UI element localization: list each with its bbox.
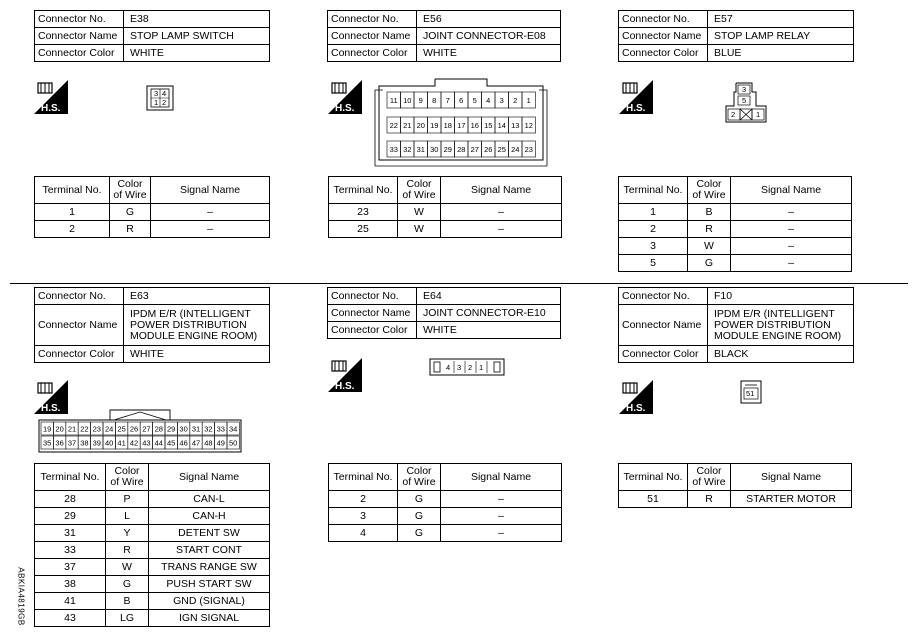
connector-color-label: Connector Color xyxy=(328,322,417,339)
connector-no-label: Connector No. xyxy=(328,288,417,305)
table-row xyxy=(329,508,562,525)
pin-47: 47 xyxy=(191,438,201,448)
table-row xyxy=(35,542,270,559)
pin-21: 21 xyxy=(67,424,77,434)
pin-30: 30 xyxy=(179,424,188,434)
connector-info-e57 xyxy=(618,10,854,62)
table-row xyxy=(35,576,270,593)
hs-icon xyxy=(619,380,653,414)
terminal-no: 28 xyxy=(35,491,106,508)
pin-28: 28 xyxy=(154,424,163,434)
connector-color-value: WHITE xyxy=(124,346,270,363)
terminal-no-header: Terminal No. xyxy=(619,464,688,491)
pin-1: 1 xyxy=(479,363,484,372)
pin-8: 8 xyxy=(432,96,437,105)
connector-name-label: Connector Name xyxy=(619,28,708,45)
terminal-no: 4 xyxy=(329,525,398,542)
wire-color: G xyxy=(106,576,149,593)
connector-name-value: STOP LAMP SWITCH xyxy=(124,28,270,45)
pin-41: 41 xyxy=(117,438,126,448)
pin-24: 24 xyxy=(105,424,114,434)
terminal-no: 3 xyxy=(619,238,688,255)
pin-14: 14 xyxy=(497,121,506,130)
connector-color-value: WHITE xyxy=(417,45,561,62)
table-row xyxy=(35,525,270,542)
pin-26: 26 xyxy=(129,424,139,434)
connector-name-value: JOINT CONNECTOR-E08 xyxy=(417,28,561,45)
signal-name: – xyxy=(731,204,852,221)
connector-color-value: BLACK xyxy=(708,346,854,363)
terminal-no: 38 xyxy=(35,576,106,593)
color-of-wire-header: Color of Wire xyxy=(106,464,149,491)
pin-35: 35 xyxy=(43,438,52,448)
wire-color: W xyxy=(688,238,731,255)
connector-info-e56 xyxy=(327,10,561,62)
pin-2: 2 xyxy=(731,110,736,119)
pin-48: 48 xyxy=(204,438,213,448)
terminal-table-f10 xyxy=(618,463,852,508)
table-row xyxy=(619,221,852,238)
hs-label: H.S. xyxy=(335,381,355,392)
terminal-no: 43 xyxy=(35,610,106,627)
pin-25: 25 xyxy=(497,145,506,154)
signal-name-header: Signal Name xyxy=(731,464,852,491)
pin-40: 40 xyxy=(105,438,114,448)
color-of-wire-header: Color of Wire xyxy=(110,177,151,204)
wire-color: P xyxy=(106,491,149,508)
pin-6: 6 xyxy=(459,96,464,105)
hs-label: H.S. xyxy=(626,103,646,114)
connector-name-label: Connector Name xyxy=(328,305,417,322)
terminal-no: 5 xyxy=(619,255,688,272)
pin-5: 5 xyxy=(472,96,477,105)
pin-2: 2 xyxy=(162,98,167,107)
connector-color-value: WHITE xyxy=(417,322,561,339)
hs-icon xyxy=(328,358,362,392)
table-row xyxy=(35,610,270,627)
table-row xyxy=(35,559,270,576)
connector-face-f10 xyxy=(740,380,762,404)
wire-color: G xyxy=(398,491,441,508)
connector-no-label: Connector No. xyxy=(35,11,124,28)
pin-38: 38 xyxy=(80,438,89,448)
name-line: IPDM E/R (INTELLIGENT xyxy=(130,307,251,320)
connector-no-value: E63 xyxy=(124,288,270,305)
pin-51: 51 xyxy=(746,389,755,398)
signal-name-header: Signal Name xyxy=(149,464,270,491)
connector-name-value: JOINT CONNECTOR-E10 xyxy=(417,305,561,322)
terminal-no-header: Terminal No. xyxy=(35,177,110,204)
table-row xyxy=(329,491,562,508)
table-row xyxy=(35,221,270,238)
table-row xyxy=(619,255,852,272)
signal-name: STARTER MOTOR xyxy=(731,491,852,508)
terminal-table-e63 xyxy=(34,463,270,627)
connector-info-f10 xyxy=(618,287,854,363)
table-row xyxy=(619,204,852,221)
connector-no-label: Connector No. xyxy=(35,288,124,305)
pin-49: 49 xyxy=(216,438,225,448)
pin-4: 4 xyxy=(486,96,491,105)
pin-25: 25 xyxy=(117,424,126,434)
connector-face-e63 xyxy=(38,408,244,454)
pin-1: 1 xyxy=(154,98,159,107)
table-row xyxy=(35,491,270,508)
terminal-no: 2 xyxy=(35,221,110,238)
signal-name: DETENT SW xyxy=(149,525,270,542)
connector-color-label: Connector Color xyxy=(328,45,417,62)
signal-name: – xyxy=(731,238,852,255)
pin-27: 27 xyxy=(142,424,151,434)
wire-color: Y xyxy=(106,525,149,542)
wire-color: W xyxy=(106,559,149,576)
pin-27: 27 xyxy=(470,145,479,154)
connector-name-label: Connector Name xyxy=(328,28,417,45)
terminal-no-header: Terminal No. xyxy=(619,177,688,204)
terminal-table-e57 xyxy=(618,176,852,272)
pin-26: 26 xyxy=(484,145,493,154)
terminal-no: 37 xyxy=(35,559,106,576)
pin-37: 37 xyxy=(67,438,77,448)
terminal-no: 31 xyxy=(35,525,106,542)
connector-name-label: Connector Name xyxy=(35,305,124,346)
pin-33: 33 xyxy=(389,145,398,154)
wire-color: L xyxy=(106,508,149,525)
signal-name: – xyxy=(151,221,270,238)
connector-name-value xyxy=(124,305,270,346)
color-of-wire-header: Color of Wire xyxy=(398,177,441,204)
wire-color: R xyxy=(110,221,151,238)
table-row xyxy=(329,221,562,238)
table-row xyxy=(35,204,270,221)
pin-2: 2 xyxy=(513,96,518,105)
wire-color: B xyxy=(106,593,149,610)
terminal-no: 1 xyxy=(35,204,110,221)
hs-label: H.S. xyxy=(626,403,646,414)
terminal-no: 3 xyxy=(329,508,398,525)
signal-name: – xyxy=(441,221,562,238)
pin-21: 21 xyxy=(403,121,412,130)
pin-24: 24 xyxy=(511,145,520,154)
terminal-no: 23 xyxy=(329,204,398,221)
wire-color: W xyxy=(398,204,441,221)
terminal-no-header: Terminal No. xyxy=(329,464,398,491)
pin-10: 10 xyxy=(403,96,412,105)
terminal-no: 41 xyxy=(35,593,106,610)
pin-31: 31 xyxy=(416,145,425,154)
wire-color: G xyxy=(398,508,441,525)
color-of-wire-header: Color of Wire xyxy=(398,464,441,491)
pin-16: 16 xyxy=(470,121,479,130)
terminal-no: 1 xyxy=(619,204,688,221)
hs-label: H.S. xyxy=(41,103,61,114)
connector-name-label: Connector Name xyxy=(35,28,124,45)
pin-39: 39 xyxy=(92,438,101,448)
name-line: MODULE ENGINE ROOM) xyxy=(714,329,842,342)
color-of-wire-header: Color of Wire xyxy=(688,177,731,204)
connector-name-value: STOP LAMP RELAY xyxy=(708,28,854,45)
signal-name-header: Signal Name xyxy=(441,177,562,204)
connector-color-value: BLUE xyxy=(708,45,854,62)
terminal-table-e64 xyxy=(328,463,562,542)
pin-3: 3 xyxy=(154,89,159,98)
pin-22: 22 xyxy=(80,424,89,434)
pin-32: 32 xyxy=(204,424,213,434)
signal-name: – xyxy=(731,255,852,272)
wire-color: R xyxy=(688,491,731,508)
signal-name: CAN-H xyxy=(149,508,270,525)
pin-50: 50 xyxy=(229,438,238,448)
pin-42: 42 xyxy=(129,438,139,448)
wire-color: R xyxy=(106,542,149,559)
name-line: POWER DISTRIBUTION xyxy=(714,318,831,331)
connector-face-e57 xyxy=(722,82,770,126)
pin-22: 22 xyxy=(389,121,398,130)
connector-no-value: E64 xyxy=(417,288,561,305)
pin-5: 5 xyxy=(742,96,747,105)
table-row xyxy=(619,491,852,508)
wire-color: G xyxy=(398,525,441,542)
pin-20: 20 xyxy=(416,121,425,130)
terminal-no: 51 xyxy=(619,491,688,508)
pin-13: 13 xyxy=(511,121,520,130)
pin-4: 4 xyxy=(446,363,451,372)
signal-name: PUSH START SW xyxy=(149,576,270,593)
figure-code: ABKIA4819GB xyxy=(16,567,26,626)
table-row xyxy=(329,204,562,221)
pin-28: 28 xyxy=(457,145,466,154)
connector-no-value: F10 xyxy=(708,288,854,305)
connector-name-value xyxy=(708,305,854,346)
connector-color-label: Connector Color xyxy=(35,45,124,62)
pin-29: 29 xyxy=(443,145,452,154)
connector-face-e56 xyxy=(373,78,549,168)
connector-no-label: Connector No. xyxy=(619,11,708,28)
wire-color: LG xyxy=(106,610,149,627)
signal-name: – xyxy=(441,204,562,221)
pin-33: 33 xyxy=(216,424,225,434)
pin-3: 3 xyxy=(499,96,504,105)
pin-45: 45 xyxy=(167,438,176,448)
connector-no-value: E57 xyxy=(708,11,854,28)
signal-name: IGN SIGNAL xyxy=(149,610,270,627)
connector-name-label: Connector Name xyxy=(619,305,708,346)
pin-36: 36 xyxy=(55,438,64,448)
signal-name: – xyxy=(441,491,562,508)
name-line: POWER DISTRIBUTION xyxy=(130,318,247,331)
connector-info-e63 xyxy=(34,287,270,363)
connector-no-label: Connector No. xyxy=(328,11,417,28)
pin-19: 19 xyxy=(43,424,52,434)
pin-17: 17 xyxy=(457,121,466,130)
signal-name: – xyxy=(441,525,562,542)
pin-9: 9 xyxy=(418,96,423,105)
table-row xyxy=(329,525,562,542)
signal-name: GND (SIGNAL) xyxy=(149,593,270,610)
connector-info-e38 xyxy=(34,10,270,62)
terminal-no-header: Terminal No. xyxy=(35,464,106,491)
pin-3: 3 xyxy=(457,363,462,372)
pin-11: 11 xyxy=(389,96,398,105)
connector-color-label: Connector Color xyxy=(35,346,124,363)
wire-color: B xyxy=(688,204,731,221)
pin-1: 1 xyxy=(756,110,761,119)
signal-name-header: Signal Name xyxy=(441,464,562,491)
table-row xyxy=(35,593,270,610)
pin-1: 1 xyxy=(526,96,531,105)
signal-name: – xyxy=(151,204,270,221)
pin-46: 46 xyxy=(179,438,188,448)
wire-color: G xyxy=(688,255,731,272)
pin-18: 18 xyxy=(443,121,452,130)
terminal-table-e38 xyxy=(34,176,270,238)
signal-name: START CONT xyxy=(149,542,270,559)
pin-29: 29 xyxy=(167,424,176,434)
terminal-no: 25 xyxy=(329,221,398,238)
signal-name-header: Signal Name xyxy=(731,177,852,204)
connector-color-label: Connector Color xyxy=(619,45,708,62)
pin-44: 44 xyxy=(154,438,163,448)
pin-30: 30 xyxy=(430,145,439,154)
terminal-no: 29 xyxy=(35,508,106,525)
wire-color: G xyxy=(110,204,151,221)
signal-name: – xyxy=(441,508,562,525)
connector-face-e38 xyxy=(146,85,176,111)
hs-label: H.S. xyxy=(335,103,355,114)
pin-4: 4 xyxy=(162,89,167,98)
connector-info-e64 xyxy=(327,287,561,339)
pin-12: 12 xyxy=(524,121,533,130)
pin-32: 32 xyxy=(403,145,412,154)
hs-icon xyxy=(34,80,68,114)
terminal-no: 2 xyxy=(619,221,688,238)
connector-color-value: WHITE xyxy=(124,45,270,62)
pin-19: 19 xyxy=(430,121,439,130)
pin-7: 7 xyxy=(445,96,450,105)
hs-icon xyxy=(328,80,362,114)
connector-no-label: Connector No. xyxy=(619,288,708,305)
section-divider xyxy=(10,283,908,284)
connector-color-label: Connector Color xyxy=(619,346,708,363)
name-line: IPDM E/R (INTELLIGENT xyxy=(714,307,835,320)
name-line: MODULE ENGINE ROOM) xyxy=(130,329,258,342)
pin-20: 20 xyxy=(55,424,64,434)
hs-label: H.S. xyxy=(41,403,61,414)
wire-color: W xyxy=(398,221,441,238)
pin-23: 23 xyxy=(92,424,101,434)
pin-23: 23 xyxy=(524,145,533,154)
connector-no-value: E38 xyxy=(124,11,270,28)
terminal-no-header: Terminal No. xyxy=(329,177,398,204)
connector-no-value: E56 xyxy=(417,11,561,28)
pin-2: 2 xyxy=(468,363,473,372)
terminal-no: 33 xyxy=(35,542,106,559)
terminal-no: 2 xyxy=(329,491,398,508)
signal-name: – xyxy=(731,221,852,238)
color-of-wire-header: Color of Wire xyxy=(688,464,731,491)
wire-color: R xyxy=(688,221,731,238)
pin-34: 34 xyxy=(229,424,238,434)
signal-name: CAN-L xyxy=(149,491,270,508)
table-row xyxy=(35,508,270,525)
pin-15: 15 xyxy=(484,121,493,130)
pin-31: 31 xyxy=(191,424,201,434)
pin-43: 43 xyxy=(142,438,151,448)
connector-face-e64 xyxy=(429,358,505,376)
signal-name-header: Signal Name xyxy=(151,177,270,204)
pin-3: 3 xyxy=(742,85,747,94)
hs-icon xyxy=(619,80,653,114)
table-row xyxy=(619,238,852,255)
terminal-table-e56 xyxy=(328,176,562,238)
signal-name: TRANS RANGE SW xyxy=(149,559,270,576)
